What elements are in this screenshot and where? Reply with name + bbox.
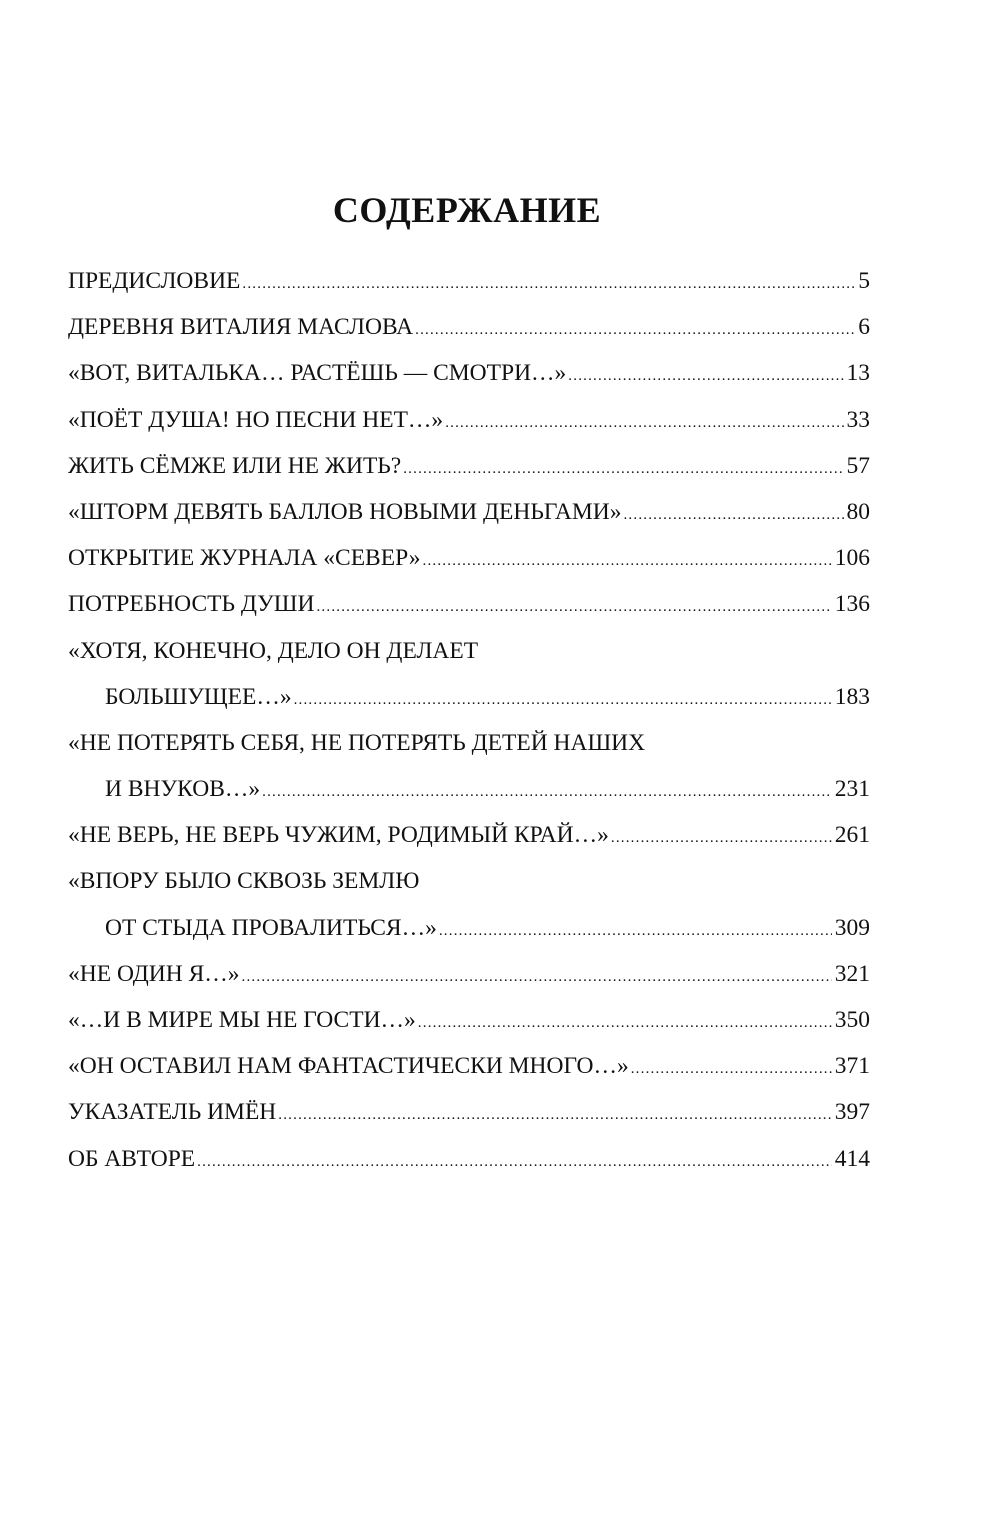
toc-entry-title: БОЛЬШУЩЕЕ…» <box>105 683 292 710</box>
toc-entry <box>68 1043 870 1089</box>
toc-entry <box>68 1089 870 1135</box>
toc-page-number: 57 <box>846 452 870 479</box>
dot-leader <box>611 815 832 861</box>
toc-entry <box>68 535 870 581</box>
toc-page-number: 6 <box>858 314 870 341</box>
toc-page-number: 371 <box>834 1053 870 1080</box>
dot-leader <box>242 954 832 1000</box>
toc-page-number: 136 <box>834 591 870 618</box>
toc-entry-title: «ВПОРУ БЫЛО СКВОЗЬ ЗЕМЛЮ <box>68 868 420 895</box>
toc-entry <box>68 304 870 350</box>
page-title: СОДЕРЖАНИЕ <box>332 190 602 230</box>
toc-entry <box>68 258 870 304</box>
toc-entry-title: ЖИТЬ СЁМЖЕ ИЛИ НЕ ЖИТЬ? <box>68 452 402 479</box>
toc-page-number: 397 <box>834 1099 870 1126</box>
dot-leader <box>403 446 843 492</box>
toc-entry <box>68 350 870 396</box>
toc-entry-title: «ВОТ, ВИТАЛЬКА… РАСТЁШЬ — СМОТРИ…» <box>68 360 567 387</box>
dot-leader <box>415 307 855 353</box>
toc-entry-title: «ШТОРМ ДЕВЯТЬ БАЛЛОВ НОВЫМИ ДЕНЬГАМИ» <box>68 498 622 525</box>
toc-entry <box>68 581 870 627</box>
toc-page-number: 5 <box>858 268 870 294</box>
toc-entry <box>68 674 870 720</box>
toc-entry-title: «НЕ ОДИН Я…» <box>68 960 240 987</box>
dot-leader <box>568 353 843 399</box>
toc-entry <box>68 489 870 535</box>
toc-entry-title: «НЕ ВЕРЬ, НЕ ВЕРЬ ЧУЖИМ, РОДИМЫЙ КРАЙ…» <box>68 822 609 849</box>
dot-leader <box>423 538 832 584</box>
toc-entry <box>68 905 870 951</box>
dot-leader <box>418 1000 832 1046</box>
dot-leader <box>316 584 831 630</box>
dot-leader <box>439 908 832 954</box>
toc-entry-title: ПОТРЕБНОСТЬ ДУШИ <box>68 591 315 618</box>
toc-page-number: 80 <box>846 498 870 525</box>
toc-entry-title: ПРЕДИСЛОВИЕ <box>68 268 241 294</box>
toc-entry-title: «НЕ ПОТЕРЯТЬ СЕБЯ, НЕ ПОТЕРЯТЬ ДЕТЕЙ НАШИХ <box>68 729 646 756</box>
dot-leader <box>278 1092 831 1138</box>
toc-entry-title: ОБ АВТОРЕ <box>68 1145 196 1172</box>
dot-leader <box>197 1139 832 1185</box>
toc-entry-title: УКАЗАТЕЛЬ ИМЁН <box>68 1099 277 1126</box>
toc-page-number: 231 <box>834 776 870 803</box>
dot-leader <box>262 769 832 815</box>
dot-leader <box>294 677 832 723</box>
toc-entry-title: «ХОТЯ, КОНЕЧНО, ДЕЛО ОН ДЕЛАЕТ <box>68 637 479 664</box>
toc-page-number: 309 <box>834 914 870 941</box>
toc-entry-title: ОТКРЫТИЕ ЖУРНАЛА «СЕВЕР» <box>68 545 421 572</box>
dot-leader <box>623 492 843 538</box>
toc-page-number: 106 <box>834 545 870 572</box>
toc-entry <box>68 951 870 997</box>
toc-entry-line <box>68 720 870 766</box>
toc-entry-title: «ОН ОСТАВИЛ НАМ ФАНТАСТИЧЕСКИ МНОГО…» <box>68 1053 629 1080</box>
toc-entry <box>68 997 870 1043</box>
toc-entry <box>68 1136 870 1182</box>
toc-entry-title: И ВНУКОВ…» <box>105 776 261 803</box>
toc-entry-title: ОТ СТЫДА ПРОВАЛИТЬСЯ…» <box>105 914 437 941</box>
toc-entry-title: «…И В МИРЕ МЫ НЕ ГОСТИ…» <box>68 1007 416 1033</box>
toc-page-number: 13 <box>846 360 870 387</box>
toc-page-number: 321 <box>834 960 870 987</box>
toc-entry <box>68 812 870 858</box>
dot-leader <box>631 1046 832 1092</box>
toc-page-number: 414 <box>834 1145 870 1172</box>
toc-entry-title: ДЕРЕВНЯ ВИТАЛИЯ МАСЛОВА <box>68 314 414 341</box>
toc-page-number: 350 <box>834 1007 870 1033</box>
toc-entry <box>68 766 870 812</box>
toc-entry-title: «ПОЁТ ДУША! НО ПЕСНИ НЕТ…» <box>68 406 444 433</box>
toc-entry-line <box>68 628 870 674</box>
dot-leader <box>445 400 843 446</box>
dot-leader <box>242 261 855 307</box>
toc-page-number: 183 <box>834 683 870 710</box>
table-of-contents <box>68 258 870 1182</box>
toc-entry <box>68 443 870 489</box>
toc-entry-line <box>68 858 870 904</box>
toc-page-number: 261 <box>834 822 870 849</box>
toc-entry <box>68 397 870 443</box>
toc-page-number: 33 <box>846 406 870 433</box>
